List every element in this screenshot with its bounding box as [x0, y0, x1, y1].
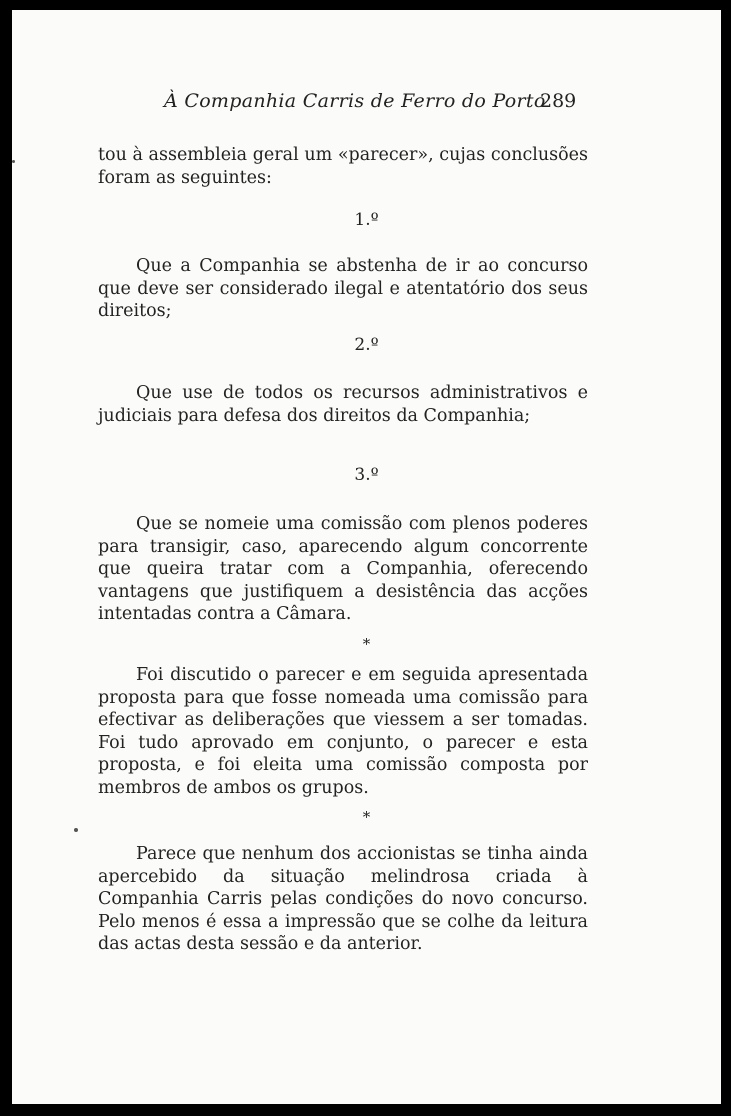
conclusion-paragraph: Parece que nenhum dos accionistas se tinha ainda apercebido da situação melindrosa criada à Companhia Carris pelas condições do novo concurso. Pelo menos é essa a impressão que se colhe da leitura das actas desta sessão e da anterior.	[98, 844, 588, 954]
print-speck	[74, 828, 78, 832]
item-2-numeral: 2.º	[354, 335, 379, 355]
item-2-text: Que use de todos os recursos administrativos e judiciais para defesa dos direitos da Companhia;	[98, 383, 588, 426]
item-1-text: Que a Companhia se abstenha de ir ao concurso que deve ser considerado ilegal e atentatório dos seus direitos;	[98, 256, 588, 321]
section-separator: *	[362, 635, 371, 653]
page-number: 289	[540, 90, 577, 112]
book-page	[12, 10, 721, 1104]
discussion-paragraph: Foi discutido o parecer e em seguida apresentada proposta para que fosse nomeada uma comissão para efectivar as deliberações que viessem a ser tomadas. Foi tudo aprovado em conjunto, o parecer e esta proposta, e foi eleita uma comissão composta por membros de ambos os grupos.	[98, 665, 588, 798]
intro-paragraph: tou à assembleia geral um «parecer», cujas conclusões foram as seguintes:	[98, 145, 588, 188]
item-1-numeral: 1.º	[354, 210, 379, 230]
item-3-text: Que se nomeie uma comissão com plenos poderes para transigir, caso, aparecendo algum concorrente que queira tratar com a Companhia, oferecendo vantagens que justifiquem a desistência das acções intentadas contra a Câmara.	[98, 514, 588, 624]
section-separator: *	[362, 808, 371, 826]
running-title: À Companhia Carris de Ferro do Porto	[164, 90, 546, 112]
item-3-numeral: 3.º	[354, 465, 379, 485]
print-speck	[12, 160, 15, 163]
page-header	[12, 90, 721, 120]
